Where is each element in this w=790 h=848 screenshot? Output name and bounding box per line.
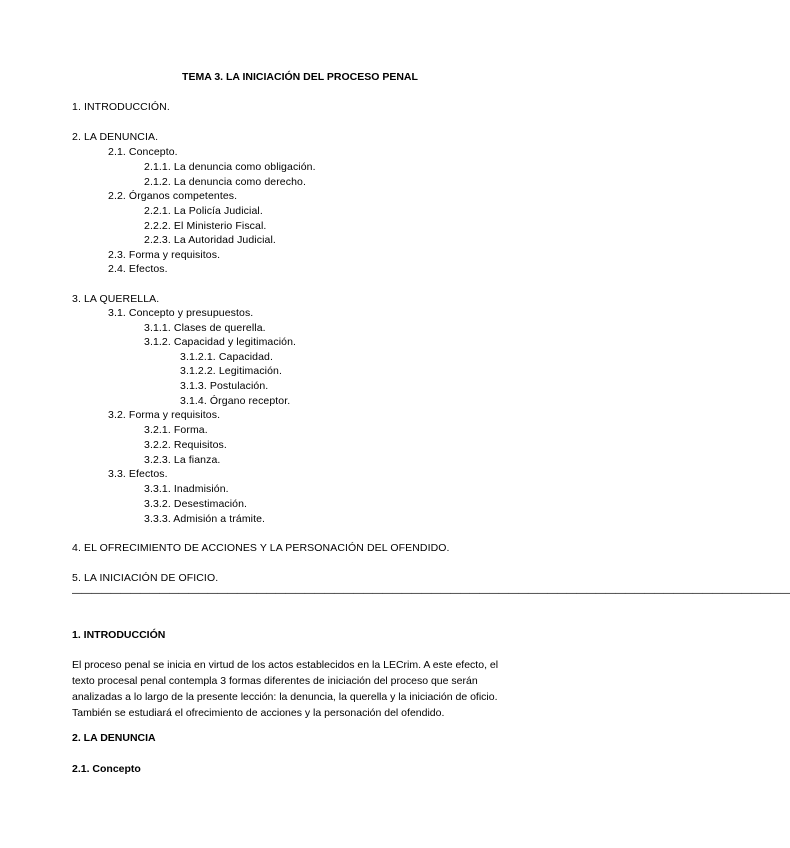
toc-item: 3.1. Concepto y presupuestos.: [108, 307, 254, 319]
toc-item: 3.2. Forma y requisitos.: [108, 409, 221, 421]
subsection-heading-concepto: 2.1. Concepto: [72, 763, 141, 775]
toc-item: 5. LA INICIACIÓN DE OFICIO.: [72, 572, 219, 584]
paragraph-line: analizadas a lo largo de la presente lección: la denuncia, la querella y la iniciación de oficio.: [72, 691, 498, 703]
toc-item: 2.1.1. La denuncia como obligación.: [144, 161, 316, 173]
toc-item: 3.1.2. Capacidad y legitimación.: [144, 336, 297, 348]
toc-item: 3.3.2. Desestimación.: [144, 498, 248, 510]
toc-item: 3.1.2.1. Capacidad.: [180, 351, 273, 363]
toc-item: 3.1.4. Órgano receptor.: [180, 395, 291, 407]
intro-paragraph: [72, 657, 528, 721]
toc-item: 3. LA QUERELLA.: [72, 293, 160, 305]
toc-item: 3.2.3. La fianza.: [144, 454, 221, 466]
toc-item: 3.1.3. Postulación.: [180, 380, 269, 392]
toc-item: 1. INTRODUCCIÓN.: [72, 101, 170, 113]
toc-item: 3.2.2. Requisitos.: [144, 439, 227, 451]
toc-item: 3.1.1. Clases de querella.: [144, 322, 266, 334]
toc-item: 2.2.1. La Policía Judicial.: [144, 205, 263, 217]
section-heading-introduccion: 1. INTRODUCCIÓN: [72, 629, 166, 641]
toc-item: 2.1.2. La denuncia como derecho.: [144, 176, 306, 188]
paragraph-line: El proceso penal se inicia en virtud de los actos establecidos en la LECrim. A este efecto, el: [72, 659, 499, 671]
toc-item: 4. EL OFRECIMIENTO DE ACCIONES Y LA PERSONACIÓN DEL OFENDIDO.: [72, 542, 450, 554]
section-divider: ——————————————————————————————————————————————————————————————————————————: [72, 588, 790, 599]
section-heading-denuncia: 2. LA DENUNCIA: [72, 732, 156, 744]
toc-item: 2.2.3. La Autoridad Judicial.: [144, 234, 276, 246]
paragraph-line: texto procesal penal contempla 3 formas diferentes de iniciación del proceso que serán: [72, 675, 478, 687]
document-title: TEMA 3. LA INICIACIÓN DEL PROCESO PENAL: [182, 71, 418, 83]
toc-item: 2. LA DENUNCIA.: [72, 131, 159, 143]
toc-item: 2.3. Forma y requisitos.: [108, 249, 221, 261]
toc-item: 3.3.1. Inadmisión.: [144, 483, 229, 495]
toc-item: 3.2.1. Forma.: [144, 424, 208, 436]
toc-item: 2.2.2. El Ministerio Fiscal.: [144, 220, 267, 232]
toc-item: 2.1. Concepto.: [108, 146, 178, 158]
paragraph-line: También se estudiará el ofrecimiento de acciones y la personación del ofendido.: [72, 707, 445, 719]
toc-item: 2.2. Órganos competentes.: [108, 190, 238, 202]
toc-item: 3.3.3. Admisión a trámite.: [144, 513, 266, 525]
toc-item: 2.4. Efectos.: [108, 263, 168, 275]
toc-item: 3.1.2.2. Legitimación.: [180, 365, 283, 377]
toc-item: 3.3. Efectos.: [108, 468, 168, 480]
